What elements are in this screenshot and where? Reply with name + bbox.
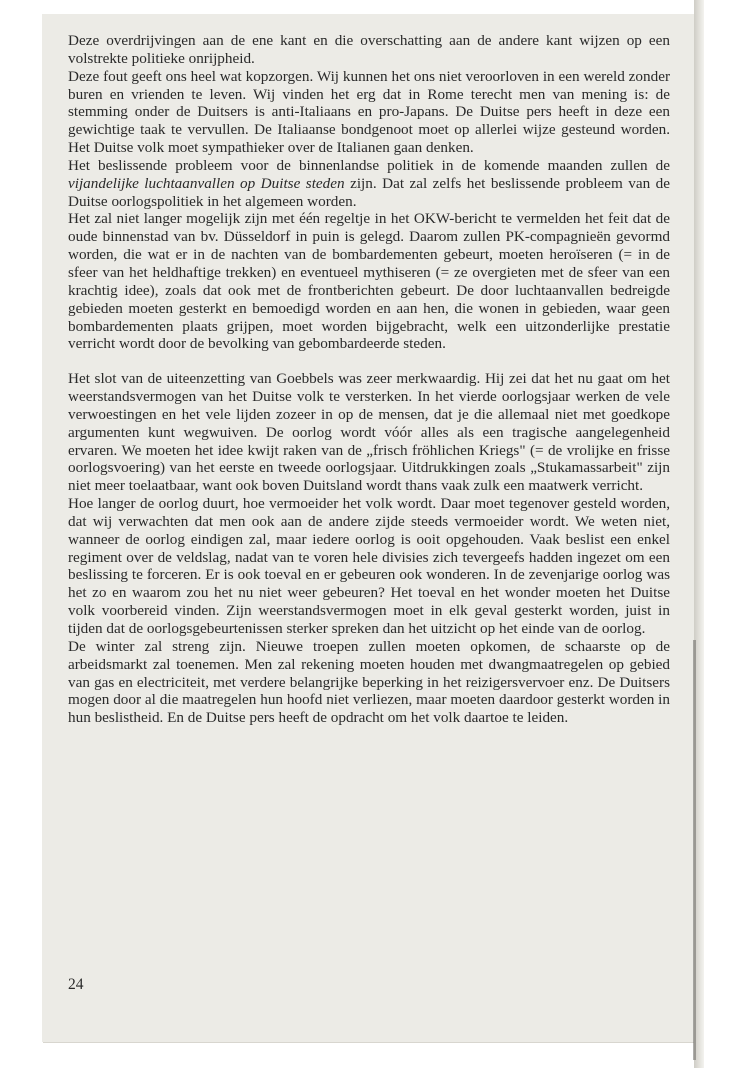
paragraph-3-emphasis: vijandelijke luchtaanvallen op Duitse steden (68, 174, 345, 192)
paragraph-2: Deze fout geeft ons heel wat kopzorgen. Wij kunnen het ons niet veroorloven in een wereld zonder buren en vrienden te leven. Wij vinden het erg dat in Rome terecht men van mening is: de stemming onder de Duitsers is anti-Italiaans en pro-Japans. De Duitse pers heeft in deze een gewichtige taak te vervullen. De Italiaanse bondgenoot moet op allerlei wijze gesteund worden. Het Duitse volk moet sympathieker over de Italianen gaan denken. (68, 67, 670, 157)
page-number: 24 (68, 976, 84, 993)
paragraph-7: De winter zal streng zijn. Nieuwe troepen zullen moeten opkomen, de schaarste op de arbeidsmarkt zal toenemen. Men zal rekening moeten houden met dwangmaatregelen op gebied van gas en electriciteit, met verdere belangrijke beperking in het reizigersvervoer enz. De Duitsers mogen door al die maatregelen hun hoofd niet verliezen, maar moeten daardoor gesterkt worden in hun beslistheid. En de Duitse pers heeft de opdracht om het volk daartoe te leiden. (68, 637, 670, 727)
paragraph-4: Het zal niet langer mogelijk zijn met één regeltje in het OKW-bericht te vermelden het feit dat de oude binnenstad van bv. Düsseldorf in puin is gelegd. Daarom zullen PK-compagnieën gevormd worden, die wat er in de nachten van de bombardementen gebeurt, moeten heroïseren (= in de sfeer van het heldhaftige trekken) en eventueel mythiseren (= ze overgieten met de sfeer van een krachtig idee), zoals dat ook met de frontberichten gebeurt. De door luchtaanvallen bedreigde gebieden moeten gesterkt en bemoedigd worden en aan hen, die wonen in gebieden, waar geen bombardementen plaats grijpen, moet worden bijgebracht, welk een uitzonderlijke prestatie verricht wordt door de bevolking van gebombardeerde steden. (68, 210, 670, 353)
paragraph-3-end: zijn. Dat zal zelfs het beslissende probleem van de Duitse oorlogspolitiek in het algemeen worden. (68, 174, 671, 210)
paragraph-gap (68, 353, 670, 370)
paragraph-3-start: Het beslissende probleem voor de binnenlandse politiek in de komende maanden zullen de (68, 156, 670, 174)
page-edge-shadow (693, 640, 696, 1060)
paragraph-3 (68, 157, 670, 211)
paragraph-1: Deze overdrijvingen aan de ene kant en die overschatting aan de andere kant wijzen op een volstrekte politieke onrijpheid. (68, 32, 670, 67)
body-text (68, 32, 670, 727)
paragraph-6: Hoe langer de oorlog duurt, hoe vermoeider het volk wordt. Daar moet tegenover gesteld worden, dat wij verwachten dat men ook aan de andere zijde steeds vermoeider wordt. We weten niet, wanneer de oorlog eindigen zal, maar iedere oorlog is ooit opgehouden. Vaak beslist een enkel regiment over de veldslag, nadat van te voren hele divisies zich tevergeefs hadden ingezet om een beslissing te forceren. Er is ook toeval en er gebeuren ook wonderen. In de zevenjarige oorlog was het zo en waarom zou het nu niet weer gebeuren? Het toeval en het wonder moeten het Duitse volk voorbereid vinden. Zijn weerstandsvermogen moet in elk geval gesterkt worden, juist in tijden dat de oorlogsgebeurtenissen sterker spreken dan het uitzicht op het einde van de oorlog. (68, 495, 670, 637)
paragraph-5: Het slot van de uiteenzetting van Goebbels was zeer merkwaardig. Hij zei dat het nu gaat om het weerstandsvermogen van het Duitse volk te versterken. In het vierde oorlogsjaar werken de vele verwoestingen en het vele lijden zozeer in op de mensen, dat je die allemaal niet met goedkope argumenten kunt wegwuiven. De oorlog wordt vóór alles als een tragische aangelegenheid ervaren. We moeten het idee kwijt raken van de „frisch fröhlichen Kriegs" (= de vrolijke en frisse oorlogsvoering) van het eerste en tweede oorlogsjaar. Uitdrukkingen zoals „Stukamassarbeit" zijn niet meer toelaatbaar, want ook boven Duitsland wordt thans vaak zulk een maatwerk verricht. (68, 370, 670, 495)
book-page (42, 14, 694, 1042)
